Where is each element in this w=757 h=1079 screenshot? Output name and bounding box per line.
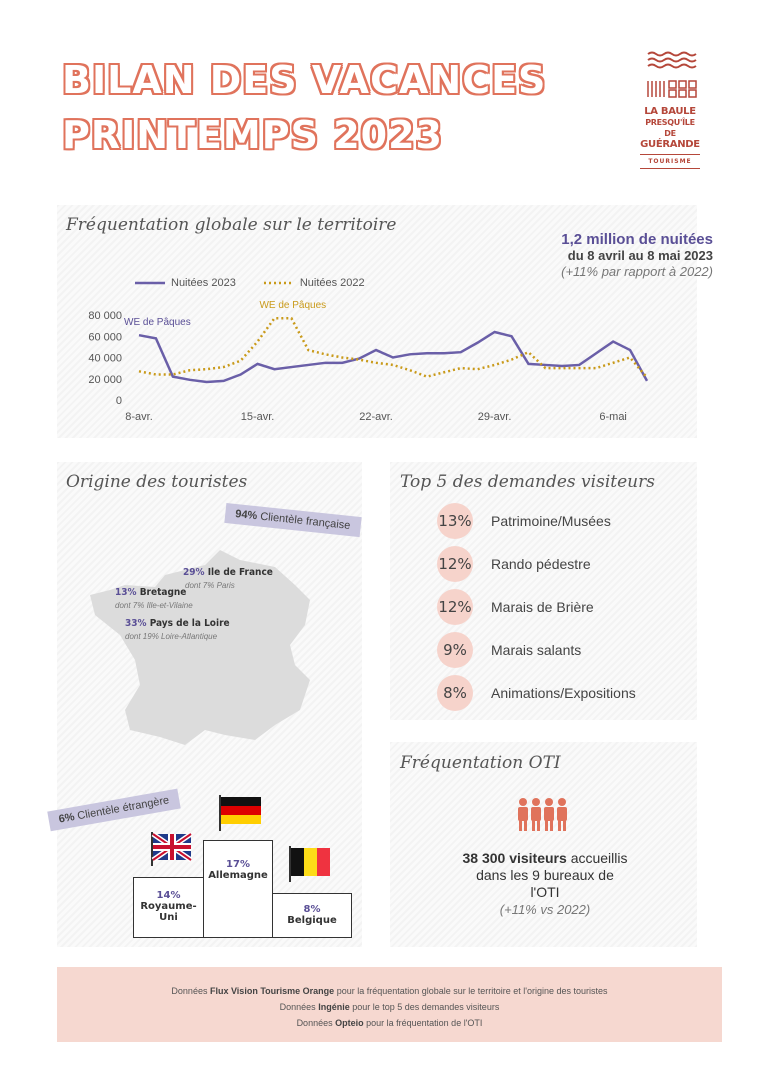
bret-sub: dont 7% Ille-et-Vilaine	[115, 601, 193, 610]
freq-title: Fréquentation globale sur le territoire	[66, 215, 397, 235]
top5-pct: 12%	[437, 589, 473, 625]
pdl-sub: dont 19% Loire-Atlantique	[125, 632, 218, 641]
series-line	[139, 332, 647, 382]
idf-pct: 29%	[183, 567, 205, 578]
bret-pct: 13%	[115, 587, 137, 598]
podium-first	[203, 840, 273, 938]
top5-row	[437, 546, 591, 582]
footer-text: Données	[171, 986, 208, 996]
top5-row	[437, 675, 636, 711]
legend-item-2022	[264, 277, 365, 289]
be-name: Belgique	[287, 915, 337, 926]
top5-title: Top 5 des demandes visiteurs	[400, 472, 655, 492]
x-tick-label: 29-avr.	[477, 411, 512, 423]
y-tick-label: 20 000	[88, 373, 122, 386]
freq-big: 1,2 million de nuitées	[561, 231, 713, 248]
legend-label-2023: Nuitées 2023	[171, 277, 236, 289]
footer-source: Opteio	[335, 1018, 364, 1028]
oti-compare: (+11% vs 2022)	[499, 902, 591, 917]
y-tick-label: 60 000	[88, 331, 122, 344]
oti-rest2: dans les 9 bureaux de	[476, 867, 614, 883]
region-bretagne	[115, 587, 186, 598]
podium-second	[133, 877, 204, 938]
oti-rest1: accueillis	[570, 850, 628, 866]
pdl-pct: 33%	[125, 618, 147, 629]
oti-bold: 38 300 visiteurs	[462, 850, 567, 866]
x-tick-label: 22-avr.	[359, 411, 393, 423]
top5-label: Patrimoine/Musées	[491, 513, 611, 529]
etr-tag-label: Clientèle étrangère	[76, 794, 171, 823]
people-icon	[516, 797, 570, 833]
footer-line3	[57, 1015, 722, 1031]
line-chart	[57, 295, 697, 430]
idf-name: Ile de France	[207, 567, 273, 578]
top5-label: Marais salants	[491, 642, 582, 658]
top5-label: Marais de Brière	[491, 599, 594, 615]
fr-tag-label: Clientèle française	[259, 510, 351, 533]
uk-pct: 14%	[156, 890, 181, 901]
footer-text: pour la fréquentation de l'OTI	[366, 1018, 483, 1028]
oti-text	[395, 850, 695, 918]
x-tick-label: 8-avr.	[125, 411, 153, 423]
x-tick-label: 6-mai	[599, 411, 627, 423]
logo-line3: GUÉRANDE	[640, 139, 700, 150]
be-pct: 8%	[303, 904, 321, 915]
footer-source: Flux Vision Tourisme Orange	[209, 986, 335, 996]
logo-line1: LA BAULE	[644, 106, 696, 117]
podium-third	[272, 893, 352, 938]
logo-line2: PRESQU'ÎLE DE	[645, 118, 695, 138]
top5-row	[437, 503, 611, 539]
region-pdl	[125, 618, 230, 629]
footer-line2	[57, 999, 722, 1015]
logo-line4: TOURISME	[640, 154, 700, 169]
etr-tag-pct: 6%	[57, 811, 76, 826]
idf-sub: dont 7% Paris	[185, 581, 235, 590]
y-tick-label: 80 000	[88, 310, 122, 322]
freq-headline	[561, 232, 713, 280]
logo	[640, 50, 700, 169]
origine-title: Origine des touristes	[66, 472, 248, 492]
x-tick-label: 15-avr.	[240, 411, 275, 423]
legend-item-2023	[135, 277, 236, 289]
footer-source: Ingénie	[318, 1002, 350, 1012]
freq-compare: (+11% par rapport à 2022)	[561, 264, 713, 279]
salt-marsh-logo-icon	[640, 79, 700, 101]
bret-name: Bretagne	[139, 587, 187, 598]
top5-pct: 9%	[437, 632, 473, 668]
y-tick-label: 0	[115, 395, 122, 407]
top5-pct: 8%	[437, 675, 473, 711]
oti-title: Fréquentation OTI	[400, 753, 561, 773]
top5-label: Rando pédestre	[491, 556, 591, 572]
annotation-2023: WE de Pâques	[124, 317, 191, 329]
oti-rest3: l'OTI	[530, 884, 560, 900]
de-name: Allemagne	[208, 870, 268, 881]
footer-text: Données	[279, 1002, 316, 1012]
top5-row	[437, 632, 581, 668]
de-pct: 17%	[226, 859, 250, 870]
page-title-line2: PRINTEMPS 2023	[62, 113, 443, 157]
top5-row	[437, 589, 594, 625]
waves-logo-icon	[640, 50, 700, 74]
footer-text: pour la fréquentation globale sur le territoire et l'origine des touristes	[336, 986, 608, 996]
freq-dates: du 8 avril au 8 mai 2023	[567, 248, 713, 263]
uk-name: Royaume-Uni	[140, 901, 197, 923]
belgium-flag-icon	[288, 846, 332, 882]
pdl-name: Pays de la Loire	[149, 618, 230, 629]
region-idf	[183, 567, 273, 578]
uk-flag-icon	[150, 832, 192, 866]
germany-flag-icon	[218, 795, 262, 831]
legend-label-2022: Nuitées 2022	[299, 277, 365, 289]
y-tick-label: 40 000	[88, 352, 122, 365]
annotation-2022: WE de Pâques	[259, 300, 327, 312]
fr-tag-pct: 94%	[234, 507, 258, 523]
france-shape	[90, 550, 310, 745]
top5-pct: 13%	[437, 503, 473, 539]
footer-text: pour le top 5 des demandes visiteurs	[352, 1002, 500, 1012]
footer-line1	[57, 983, 722, 999]
footer-text: Données	[296, 1018, 333, 1028]
top5-pct: 12%	[437, 546, 473, 582]
series-line	[139, 318, 647, 378]
chart-legend	[135, 277, 365, 289]
page-title-line1: BILAN DES VACANCES	[62, 58, 547, 102]
top5-label: Animations/Expositions	[491, 685, 636, 701]
footer	[57, 967, 722, 1042]
